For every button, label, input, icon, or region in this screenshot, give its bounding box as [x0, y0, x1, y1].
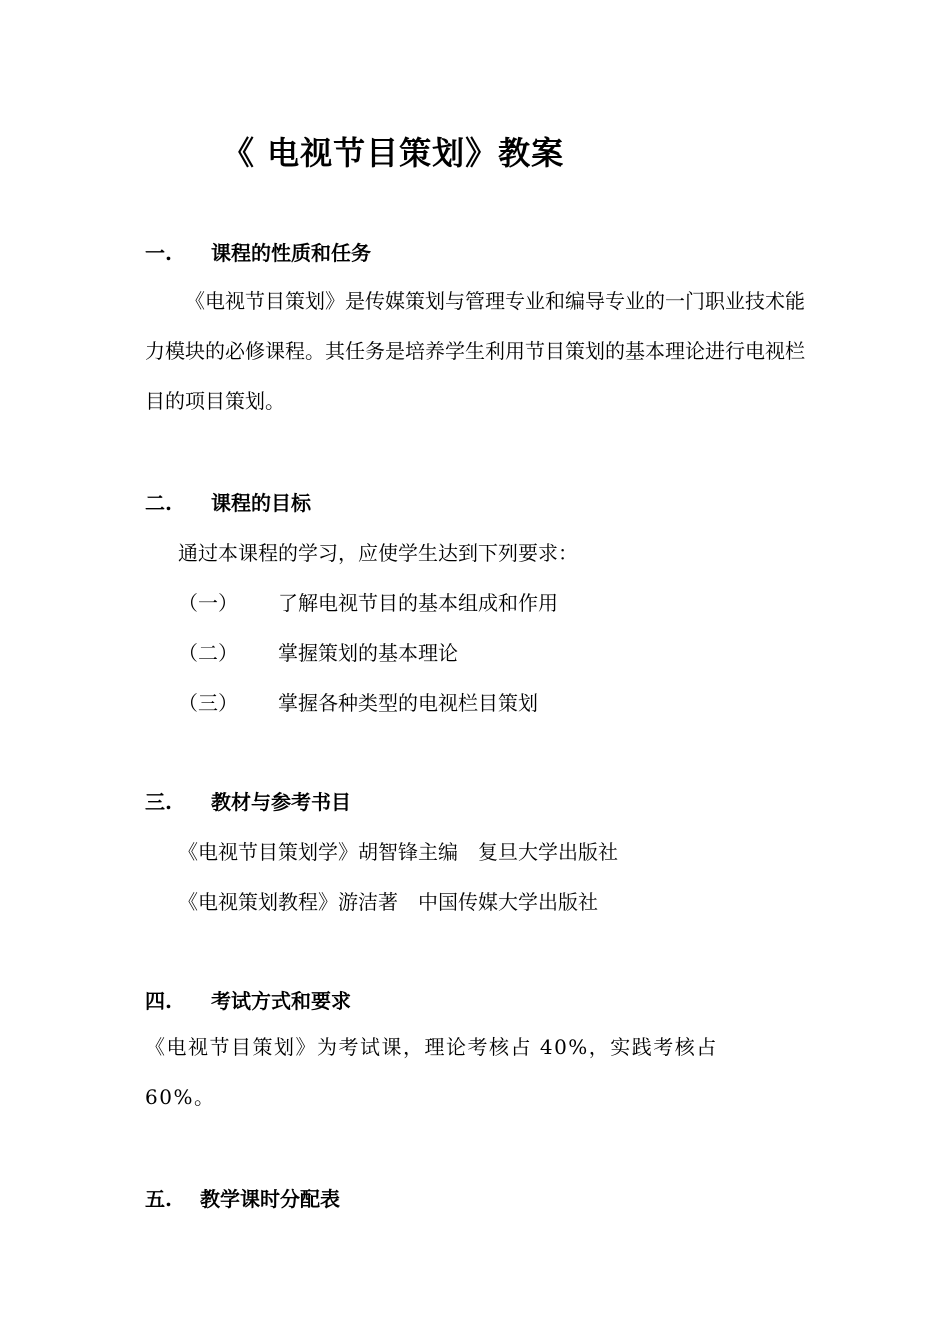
objectives-intro: 通过本课程的学习，应使学生达到下列要求：: [178, 541, 578, 565]
section-title: 考试方式和要求: [211, 989, 351, 1013]
section-number: 一.: [145, 241, 172, 265]
objective-label: （三）: [178, 691, 238, 715]
objective-text: 了解电视节目的基本组成和作用: [278, 591, 558, 615]
section-number: 四.: [145, 989, 172, 1013]
objective-text: 掌握策划的基本理论: [278, 641, 458, 665]
section-number: 三.: [145, 790, 172, 814]
section-title: 教学课时分配表: [200, 1187, 340, 1211]
section-title: 课程的性质和任务: [211, 241, 371, 265]
section-number: 五.: [145, 1187, 172, 1211]
document-title: 《 电视节目策划》教案: [222, 134, 565, 172]
section-heading-5: [145, 1183, 340, 1212]
section-title: 教材与参考书目: [211, 790, 351, 814]
section-paragraph-1: 《电视节目策划》是传媒策划与管理专业和编导专业的一门职业技术能力模块的必修课程。其任务是培养学生利用节目策划的基本理论进行电视栏目的项目策划。: [145, 289, 805, 413]
objective-item: [178, 687, 538, 716]
reference-book: 《电视节目策划学》胡智锋主编 复旦大学出版社: [178, 840, 618, 864]
section-heading-2: [145, 487, 311, 516]
objective-item: [178, 637, 458, 666]
section-paragraph-4: 《电视节目策划》为考试课，理论考核占 40%，实践考核占 60%。: [145, 1035, 718, 1109]
objective-item: [178, 587, 558, 616]
objective-label: （二）: [178, 641, 238, 665]
section-heading-4: [145, 985, 351, 1014]
section-heading-1: [145, 237, 371, 266]
section-title: 课程的目标: [211, 491, 311, 515]
section-number: 二.: [145, 491, 172, 515]
objective-text: 掌握各种类型的电视栏目策划: [278, 691, 538, 715]
objective-label: （一）: [178, 591, 238, 615]
section-heading-3: [145, 786, 351, 815]
reference-book: 《电视策划教程》游洁著 中国传媒大学出版社: [178, 890, 598, 914]
